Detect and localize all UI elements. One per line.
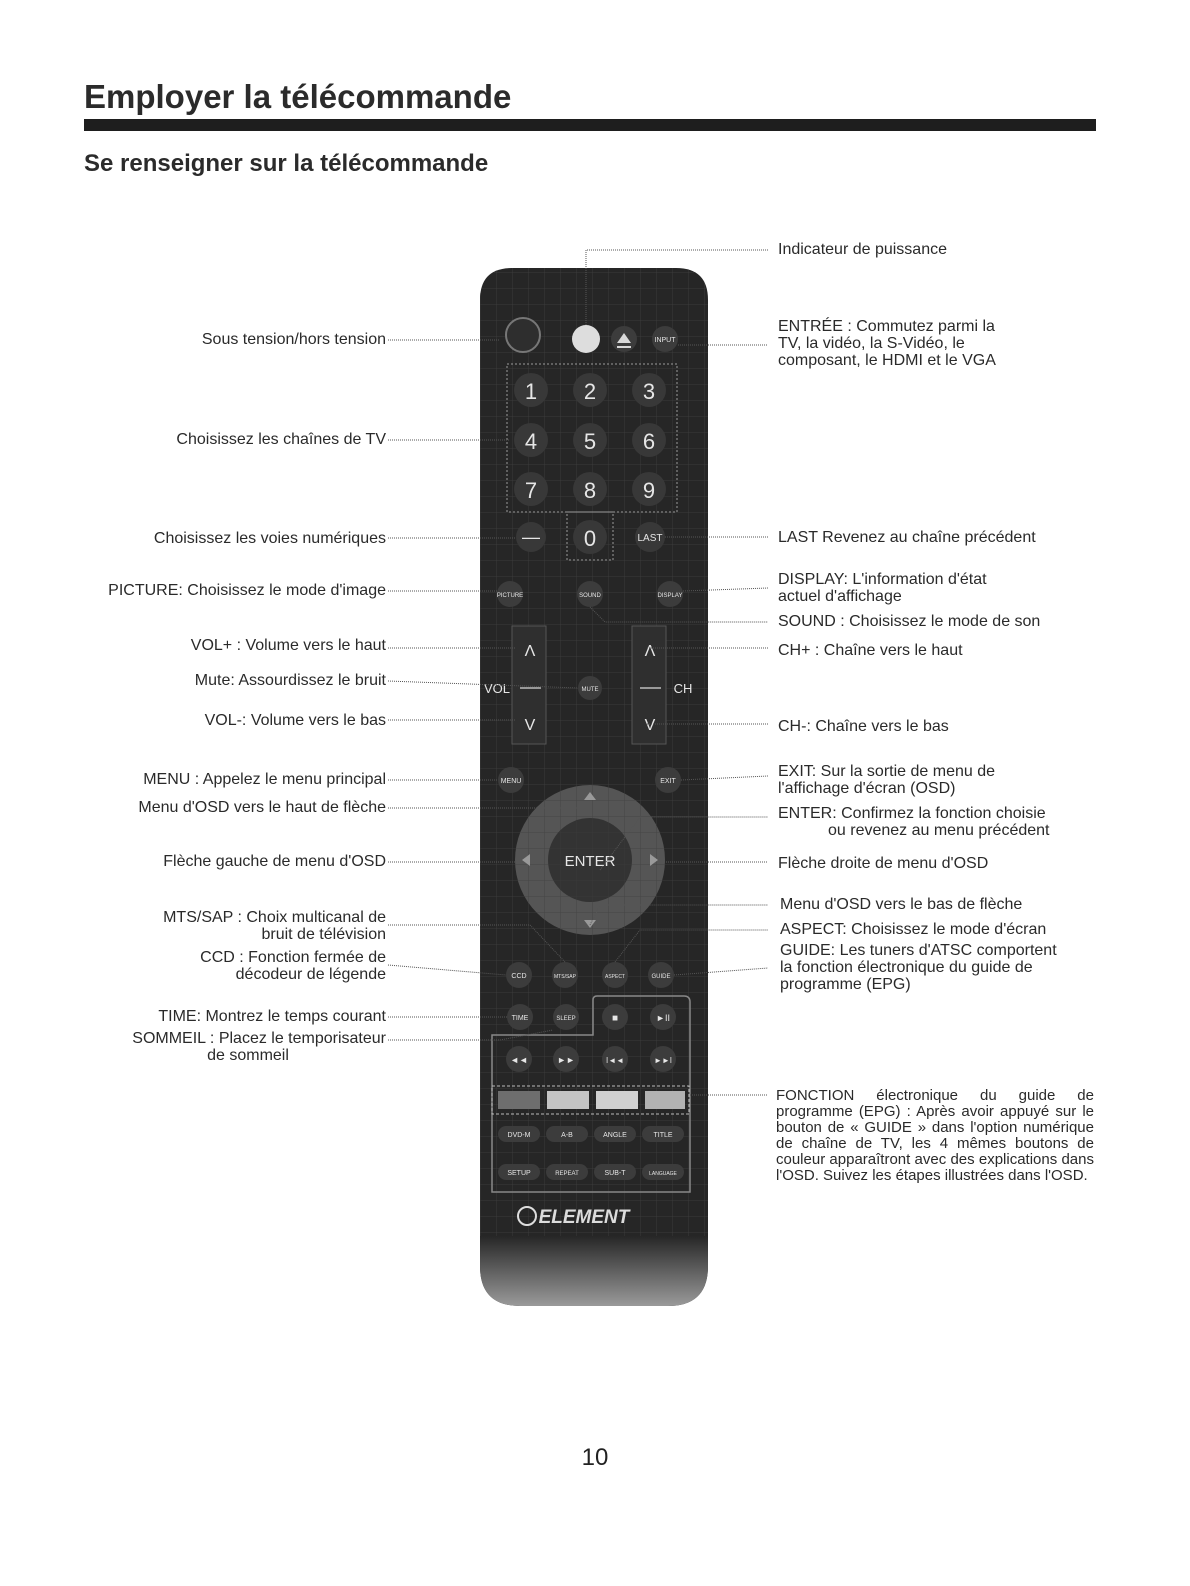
ccd-label: CCD — [511, 973, 527, 980]
label-exit — [778, 763, 995, 797]
label-osd-right: Flèche droite de menu d'OSD — [778, 855, 989, 872]
label-mute: Mute: Assourdissez le bruit — [194, 672, 386, 689]
play-pause-symbol: ►II — [656, 1013, 670, 1023]
dash-label: — — [522, 527, 540, 547]
label-exit-line2: l'affichage d'écran (OSD) — [778, 780, 956, 797]
digit-buttons — [514, 373, 666, 506]
label-sound: SOUND : Choisissez le mode de son — [778, 613, 1041, 630]
label-sleep-line2: de sommeil — [207, 1047, 289, 1064]
color-button-blue — [645, 1091, 685, 1109]
digit-3: 3 — [642, 379, 656, 404]
label-mts-sap-line1: MTS/SAP : Choix multicanal de — [163, 909, 386, 926]
label-input-line2: TV, la vidéo, la S-Vidéo, le — [778, 335, 965, 352]
color-button-yellow — [596, 1091, 638, 1109]
label-menu: MENU : Appelez le menu principal — [143, 771, 386, 788]
page-number: 10 — [581, 1444, 609, 1471]
digit-2: 2 — [583, 379, 597, 404]
label-tv-channels: Choisissez les chaînes de TV — [176, 431, 386, 448]
label-power: Sous tension/hors tension — [201, 331, 386, 348]
ch-down-symbol: V — [644, 717, 656, 734]
section-subtitle: Se renseigner sur la télécommande — [84, 150, 489, 177]
label-ccd-line2: décodeur de légende — [235, 966, 386, 983]
label-exit-line1: EXIT: Sur la sortie de menu de — [778, 763, 995, 780]
digit-4: 4 — [524, 429, 538, 454]
label-mts-sap-line2: bruit de télévision — [261, 926, 386, 943]
title-label: TITLE — [653, 1132, 673, 1139]
label-enter-line1: ENTER: Confirmez la fonction choisie — [778, 805, 1046, 822]
rewind-symbol: ◄◄ — [510, 1055, 528, 1065]
ch-label: CH — [673, 681, 693, 696]
label-display — [778, 571, 987, 605]
input-button-label: INPUT — [654, 337, 676, 344]
digit-6: 6 — [642, 429, 656, 454]
label-last: LAST Revenez au chaîne précédent — [778, 529, 1036, 546]
ch-up-symbol: Λ — [644, 643, 656, 660]
label-vol-up: VOL+ : Volume vers le haut — [190, 637, 386, 654]
picture-label: PICTURE — [496, 593, 524, 599]
label-function-epg: FONCTION électronique du guide de programme (EPG) : Après avoir appuyé sur le bouton de « GUIDE » dans l'option numérique de chaîne de TV, les 4 mêmes boutons de couleur apparaîtront avec des explications dans l'OSD. Suivez les étapes illustrées dans l'OSD. — [776, 1087, 1094, 1184]
last-label: LAST — [637, 533, 663, 544]
label-input-line1: ENTRÉE : Commutez parmi la — [778, 318, 995, 335]
color-button-red — [498, 1091, 540, 1109]
label-guide-line3: programme (EPG) — [780, 976, 911, 993]
label-time: TIME: Montrez le temps courant — [158, 1008, 386, 1025]
digit-0: 0 — [583, 526, 597, 551]
label-digital-channels: Choisissez les voies numériques — [153, 530, 386, 547]
label-mts-sap — [163, 909, 386, 943]
label-display-line2: actuel d'affichage — [778, 588, 902, 605]
label-ccd — [200, 949, 386, 983]
fast-forward-symbol: ►► — [557, 1055, 575, 1065]
brand-logo: ELEMENT — [538, 1207, 630, 1228]
label-guide-line2: la fonction électronique du guide de — [780, 959, 1033, 976]
label-sleep — [110, 1030, 386, 1064]
next-symbol: ►►I — [653, 1056, 673, 1065]
label-ch-up: CH+ : Chaîne vers le haut — [778, 642, 963, 659]
digit-9: 9 — [642, 478, 656, 503]
label-osd-up: Menu d'OSD vers le haut de flèche — [138, 799, 386, 816]
a-b-label: A-B — [561, 1132, 573, 1139]
language-label: LANGUAGE — [649, 1171, 677, 1177]
label-osd-down: Menu d'OSD vers le bas de flèche — [780, 896, 1023, 913]
label-ch-down: CH-: Chaîne vers le bas — [778, 718, 949, 735]
stop-symbol: ■ — [611, 1013, 619, 1024]
mts-sap-label: MTS/SAP — [554, 974, 576, 980]
digit-7: 7 — [524, 478, 538, 503]
repeat-label: REPEAT — [555, 1171, 579, 1177]
label-guide-line1: GUIDE: Les tuners d'ATSC comportent — [780, 942, 1057, 959]
label-display-line1: DISPLAY: L'information d'état — [778, 571, 987, 588]
sound-label: SOUND — [579, 593, 601, 599]
dvd-m-label: DVD-M — [507, 1132, 531, 1139]
mute-label: MUTE — [581, 687, 599, 693]
label-input-line3: composant, le HDMI et le VGA — [778, 352, 996, 369]
color-button-green — [547, 1091, 589, 1109]
digit-8: 8 — [583, 478, 597, 503]
guide-label: GUIDE — [651, 974, 671, 980]
remote-bottom-stripe — [480, 1236, 708, 1306]
label-picture: PICTURE: Choisissez le mode d'image — [108, 582, 386, 599]
label-enter-line2: ou revenez au menu précédent — [828, 822, 1050, 839]
label-ccd-line1: CCD : Fonction fermée de — [200, 949, 386, 966]
power-indicator — [572, 325, 600, 353]
digit-5: 5 — [583, 429, 597, 454]
enter-label: ENTER — [564, 853, 616, 870]
time-label: TIME — [511, 1015, 529, 1022]
vol-up-symbol: Λ — [524, 643, 536, 660]
prev-symbol: I◄◄ — [605, 1056, 625, 1065]
label-enter — [778, 805, 1049, 839]
label-vol-down: VOL-: Volume vers le bas — [204, 712, 386, 729]
label-osd-left: Flèche gauche de menu d'OSD — [163, 853, 386, 870]
setup-label: SETUP — [507, 1170, 531, 1177]
aspect-label: ASPECT — [604, 974, 626, 980]
page-title: Employer la télécommande — [84, 78, 512, 115]
angle-label: ANGLE — [603, 1132, 627, 1139]
vol-label: VOL — [483, 681, 511, 696]
menu-label: MENU — [500, 778, 522, 785]
sub-t-label: SUB-T — [604, 1170, 626, 1177]
label-sleep-line1: SOMMEIL : Placez le temporisateur — [132, 1030, 386, 1047]
label-aspect: ASPECT: Choisissez le mode d'écran — [780, 921, 1047, 938]
sleep-label: SLEEP — [556, 1016, 576, 1022]
label-input — [778, 318, 996, 369]
display-label: DISPLAY — [657, 593, 683, 599]
label-guide — [780, 942, 1057, 993]
label-power-indicator: Indicateur de puissance — [778, 241, 947, 258]
vol-down-symbol: V — [524, 717, 536, 734]
power-button — [506, 318, 540, 352]
exit-label: EXIT — [660, 778, 676, 785]
digit-1: 1 — [524, 379, 538, 404]
